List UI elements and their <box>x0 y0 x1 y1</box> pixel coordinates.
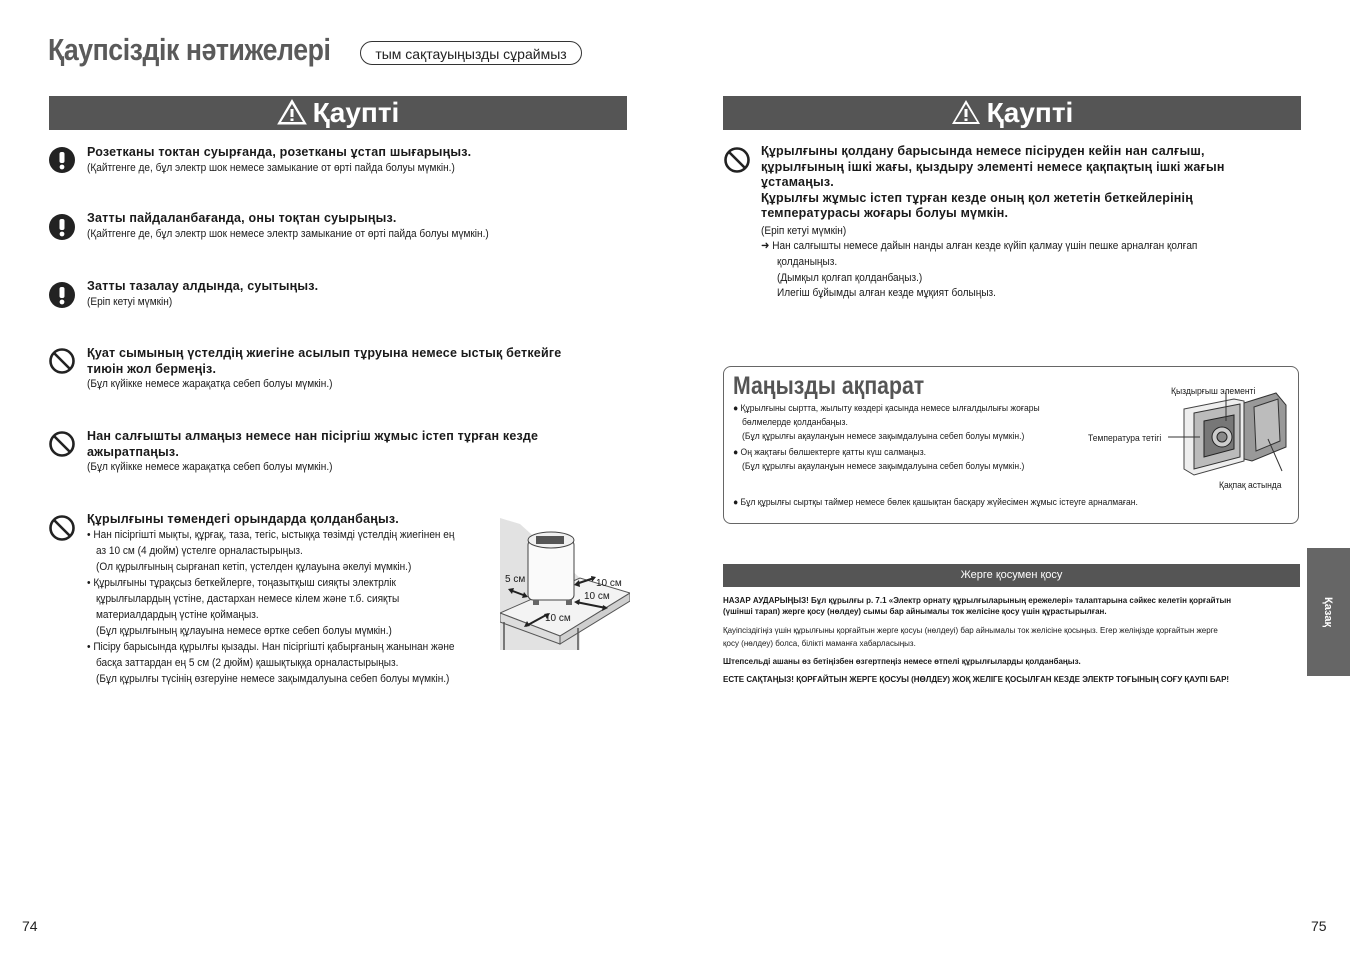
placement-warning <box>87 512 399 528</box>
subtitle-pill: тым сақтауыңызды сұраймыз <box>360 41 582 65</box>
info-bullet: ● Оң жақтағы бөлшектерге қатты күш салмаңыз. <box>733 447 926 457</box>
grounding-text: Штепсельді ашаны өз бетіңізбен өзгертпеңіз немесе өтпелі құрылғыларды қолданбаңыз. <box>723 656 1081 666</box>
info-bullet: (Бұл құрылғы ақауланұын немесе зақымдалуына себеп болуы мүмкін.) <box>742 461 1025 471</box>
hot-surface-advice: Илегіш бұйымды алған кезде мұқият болыңыз. <box>777 287 996 299</box>
info-bullet: ● Бұл құрылғы сыртқы таймер немесе бөлек қашықтан басқару жүйесімен жұмыс істеуге арналмаған. <box>733 497 1138 507</box>
page-title: Қаупсіздік нәтижелері <box>48 32 331 67</box>
bread-maker-interior-illustration <box>1164 391 1294 481</box>
placement-line: • Нан пісіргішті мықты, құрғақ, таза, тегіс, ыстыққа төзімді үстелдің жиегінен ең <box>87 529 455 541</box>
label-lid: Қақпақ астында <box>1219 480 1282 490</box>
hot-surface-advice: қолданыңыз. <box>777 256 838 268</box>
warning-item-heading: Нан салғышты алмаңыз немесе нан пісіргіш жұмыс істеп тұрған кезде <box>87 429 539 443</box>
grounding-text: Қауіпсіздігіңіз үшін құрылғыны қорғайтын жерге қосуы (нөлдеуі) бар айнымалы ток желісіне қосыңыз. Егер желіңізде қорғайтын жерге <box>723 625 1218 635</box>
warning-triangle-icon <box>951 99 981 125</box>
prohibited-icon <box>724 147 750 173</box>
diagram-label-wall: 5 см <box>505 574 526 585</box>
warning-item-heading: Розетканы токтан суырғанда, розетканы ұстап шығарыңыз. <box>87 145 472 159</box>
placement-line: • Құрылғыны тұрақсыз беткейлерге, тоңазытқыш сияқты электрлік <box>87 577 396 589</box>
caution-banner-right <box>723 96 1301 130</box>
hot-surface-heading: Құрылғы жұмыс істеп тұрған кезде оның қол жететін беткейлерінің <box>761 190 1193 205</box>
warning-item-5 <box>87 429 538 476</box>
placement-line: басқа заттардан ең 5 см (2 дюйм) қашықтыққа орналастырыңыз. <box>96 657 399 669</box>
warning-item-heading: ажыратпаңыз. <box>87 444 180 459</box>
diagram-label-right: 10 см <box>596 578 622 589</box>
language-side-tab-label: Қазақ <box>1322 597 1334 627</box>
warning-item-heading: тиюін жол бермеңіз. <box>87 361 217 376</box>
hot-surface-note: (Еріп кетуі мүмкін) <box>761 224 847 237</box>
grounding-text: қосу (нөлдеу) болса, білікті маманға хабарласыңыз. <box>723 638 916 648</box>
warning-item-note: (Бұл күйікке немесе жарақатқа себеп болуы мүмкін.) <box>87 461 333 473</box>
label-heater: Қыздырғыш элементі <box>1171 386 1256 396</box>
prohibited-icon <box>49 515 75 541</box>
warning-item-note: (Бұл күйікке немесе жарақатқа себеп болуы мүмкін.) <box>87 378 333 390</box>
warning-item-2 <box>87 211 533 242</box>
grounding-text: НАЗАР АУДАРЫҢЫЗ! Бұл құрылғы p. 7.1 «Электр орнату құрылғыларының ережелері» талаптарына сәйкес келетін қорғайтын <box>723 595 1232 605</box>
hot-surface-advice: ➜ Нан салғышты немесе дайын нанды алған кезде күйіп қалмау үшін пешке арналған қолғап <box>761 240 1198 252</box>
page-number-left: 74 <box>22 918 38 934</box>
warning-item-4 <box>87 346 561 393</box>
mandatory-icon <box>49 147 75 173</box>
hot-surface-advice: (Дымқыл қолғап қолданбаңыз.) <box>777 272 923 284</box>
page-number-right: 75 <box>1311 918 1327 934</box>
hot-surface-heading: температурасы жоғары болуы мүмкін. <box>761 206 1009 220</box>
grounding-text: (үшінші тарап) жерге қосу (нөлдеу) сымы бар айнымалы ток желісіне қосу үшін құрастырылған. <box>723 606 1107 616</box>
placement-line: құрылғылардың үстіне, дастархан немесе кілем және т.б. сияқты <box>96 593 400 605</box>
warning-item-heading: Затты тазалау алдында, суытыңыз. <box>87 279 319 293</box>
label-sensor: Температура тетігі <box>1088 433 1162 443</box>
caution-banner-left-text: Қаупті <box>312 97 400 128</box>
warning-triangle-icon <box>277 99 307 125</box>
diagram-label-back: 10 см <box>584 591 610 602</box>
warning-item-3 <box>87 279 318 310</box>
mandatory-icon <box>49 214 75 240</box>
placement-line: материалдардың үстіне қоймаңыз. <box>96 609 259 621</box>
placement-line: (Бұл құрылғының құлауына немесе өртке себеп болуы мүмкін.) <box>96 625 392 637</box>
info-bullet: (Бұл құрылғы ақауланұын немесе зақымдалуына себеп болуы мүмкін.) <box>742 431 1025 441</box>
caution-banner-right-text: Қаупті <box>986 97 1074 128</box>
hot-surface-heading: құрылғының ішкі жағы, қыздыру элементі немесе қақпақтың ішкі жағын <box>761 159 1225 174</box>
caution-banner-left <box>49 96 627 130</box>
grounding-bar: Жерге қосумен қосу <box>723 564 1300 587</box>
diagram-label-front: 10 см <box>545 613 571 624</box>
warning-item-note: (Қайтгенге де, бұл электр шок немесе электр замыкание от өрті пайда болуы мүмкін.) <box>87 227 489 240</box>
warning-item-note: (Қайтгенге де, бұл электр шок немесе замыкание от өрті пайда болуы мүмкін.) <box>87 161 455 174</box>
important-info-box <box>723 366 1299 524</box>
hot-surface-heading: ұстамаңыз. <box>761 175 834 189</box>
warning-item-heading: Затты пайдаланбағанда, оны тоқтан суырыңыз. <box>87 211 397 225</box>
info-title: Маңызды ақпарат <box>733 372 925 400</box>
prohibited-icon <box>49 348 75 374</box>
info-bullet: ● Құрылғыны сыртта, жылыту көздері қасында немесе ылғалдылығы жоғары <box>733 403 1040 413</box>
mandatory-icon <box>49 282 75 308</box>
hot-surface-warning <box>761 144 1225 239</box>
placement-line: (Бұл құрылғы түсінің өзгеруіне немесе зақымдалуына себеп болуы мүмкін.) <box>96 673 450 685</box>
placement-heading: Құрылғыны төмендегі орындарда қолданбаңыз. <box>87 512 399 526</box>
warning-item-1 <box>87 145 496 176</box>
hot-surface-heading: Құрылғыны қолдану барысында немесе пісіруден кейін нан салғыш, <box>761 144 1205 158</box>
prohibited-icon <box>49 431 75 457</box>
placement-line: аз 10 см (4 дюйм) үстелге орналастырыңыз. <box>96 545 303 557</box>
placement-diagram <box>500 518 630 650</box>
warning-item-heading: Қуат сымының үстелдің жиегіне асылып тұруына немесе ыстық беткейге <box>87 346 562 360</box>
language-side-tab <box>1307 548 1350 676</box>
placement-line: (Ол құрылғының сырғанап кетіп, үстелден құлауына әкелуі мүмкін.) <box>96 561 412 573</box>
grounding-text: ЕСТЕ САҚТАҢЫЗ! ҚОРҒАЙТЫН ЖЕРГЕ ҚОСУЫ (НӨЛДЕУ) ЖОҚ ЖЕЛІГЕ ҚОСЫЛҒАН КЕЗДЕ ЭЛЕКТР ТОҒЫНЫҢ СОҒУ ҚАУПІ БАР! <box>723 674 1230 684</box>
info-bullet: бөлмелерде қолданбаңыз. <box>742 417 848 427</box>
warning-item-note: (Еріп кетуі мүмкін) <box>87 295 173 308</box>
placement-line: • Пісіру барысында құрылғы қызады. Нан пісіргішті қабырғаның жанынан және <box>87 641 455 653</box>
